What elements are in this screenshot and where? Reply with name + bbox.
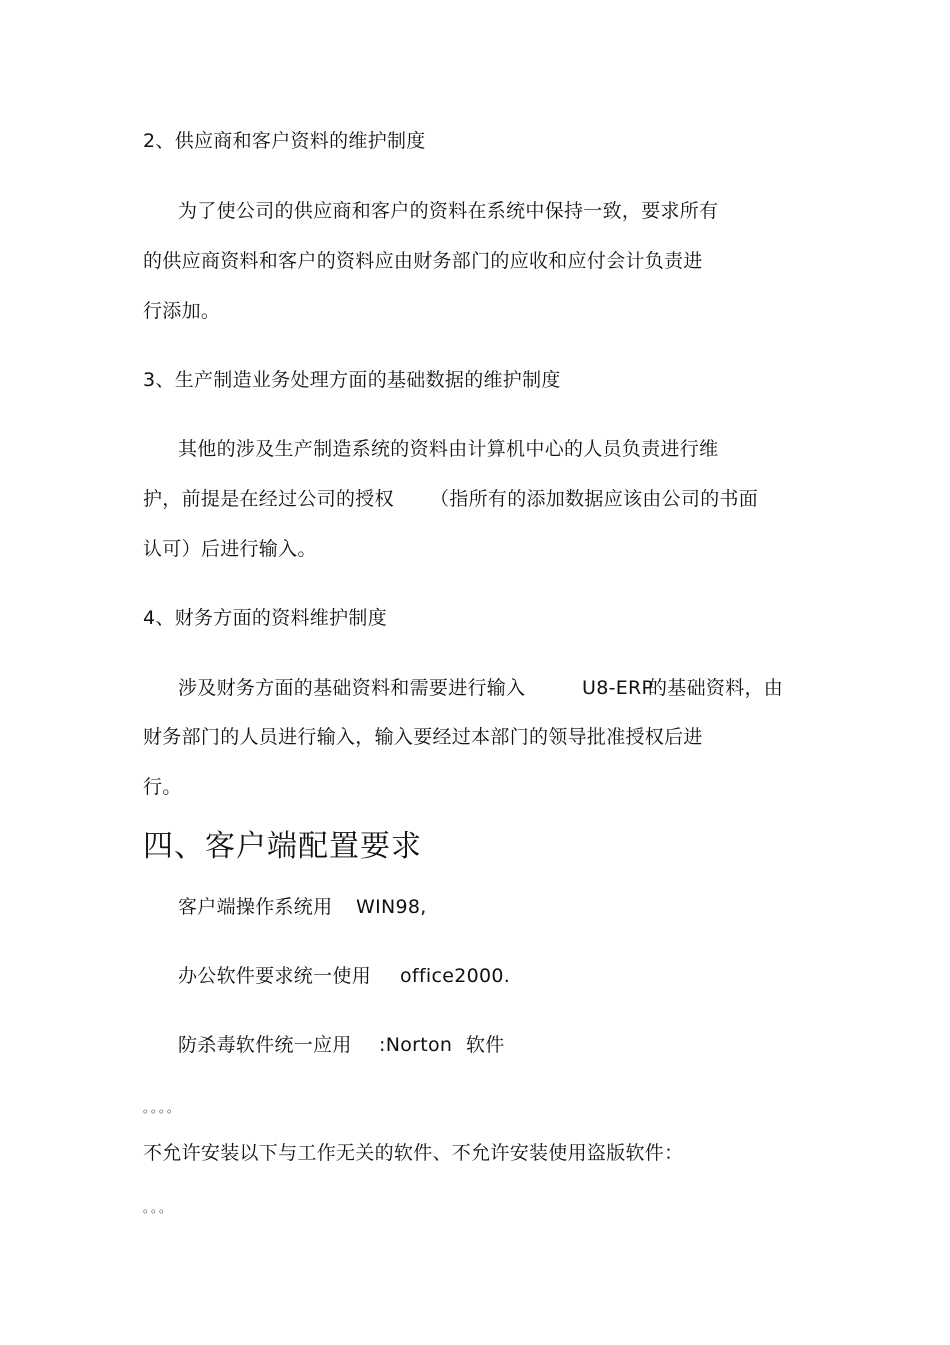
section-4-heading: 4、财务方面的资料维护制度 <box>143 607 387 629</box>
section-3-heading: 3、生产制造业务处理方面的基础数据的维护制度 <box>143 369 561 391</box>
forbidden-software-line: 不允许安装以下与工作无关的软件、不允许安装使用盗版软件： <box>143 1142 684 1164</box>
section-2-paragraph-line-3: 行添加。 <box>143 300 221 322</box>
section-3-paragraph-line-3: 认可）后进行输入。 <box>143 538 317 560</box>
client-config-title: 四、客户端配置要求 <box>143 829 422 864</box>
antivirus-requirement-suffix: 软件 <box>466 1034 505 1056</box>
ellipsis-dots-2: 。。。 <box>143 1201 174 1215</box>
section-2-heading: 2、供应商和客户资料的维护制度 <box>143 130 426 152</box>
section-3-paragraph-line-2b: （指所有的添加数据应该由公司的书面 <box>430 488 759 510</box>
os-requirement-label: 客户端操作系统用 <box>178 896 333 918</box>
section-3-paragraph-line-1: 其他的涉及生产制造系统的资料由计算机中心的人员负责进行维 <box>178 438 719 460</box>
section-4-paragraph-line-1c: 的基础资料，由 <box>648 677 784 699</box>
antivirus-requirement-value: :Norton <box>379 1034 453 1056</box>
section-2-paragraph-line-1: 为了使公司的供应商和客户的资料在系统中保持一致，要求所有 <box>178 200 719 222</box>
section-4-paragraph-line-3: 行。 <box>143 776 182 798</box>
ellipsis-dots-1: 。。。。 <box>143 1101 182 1115</box>
os-requirement-value: WIN98, <box>356 896 427 918</box>
section-2-paragraph-line-2: 的供应商资料和客户的资料应由财务部门的应收和应付会计负责进 <box>143 250 703 272</box>
section-3-paragraph-line-2a: 护，前提是在经过公司的授权 <box>143 488 394 510</box>
office-requirement-value: office2000. <box>400 965 511 987</box>
office-requirement-label: 办公软件要求统一使用 <box>178 965 372 987</box>
section-4-paragraph-line-1a: 涉及财务方面的基础资料和需要进行输入 <box>178 677 526 699</box>
antivirus-requirement-label: 防杀毒软件统一应用 <box>178 1034 352 1056</box>
section-4-paragraph-line-2: 财务部门的人员进行输入，输入要经过本部门的领导批准授权后进 <box>143 726 703 748</box>
section-4-paragraph-line-1b: U8-ERP <box>582 677 654 699</box>
